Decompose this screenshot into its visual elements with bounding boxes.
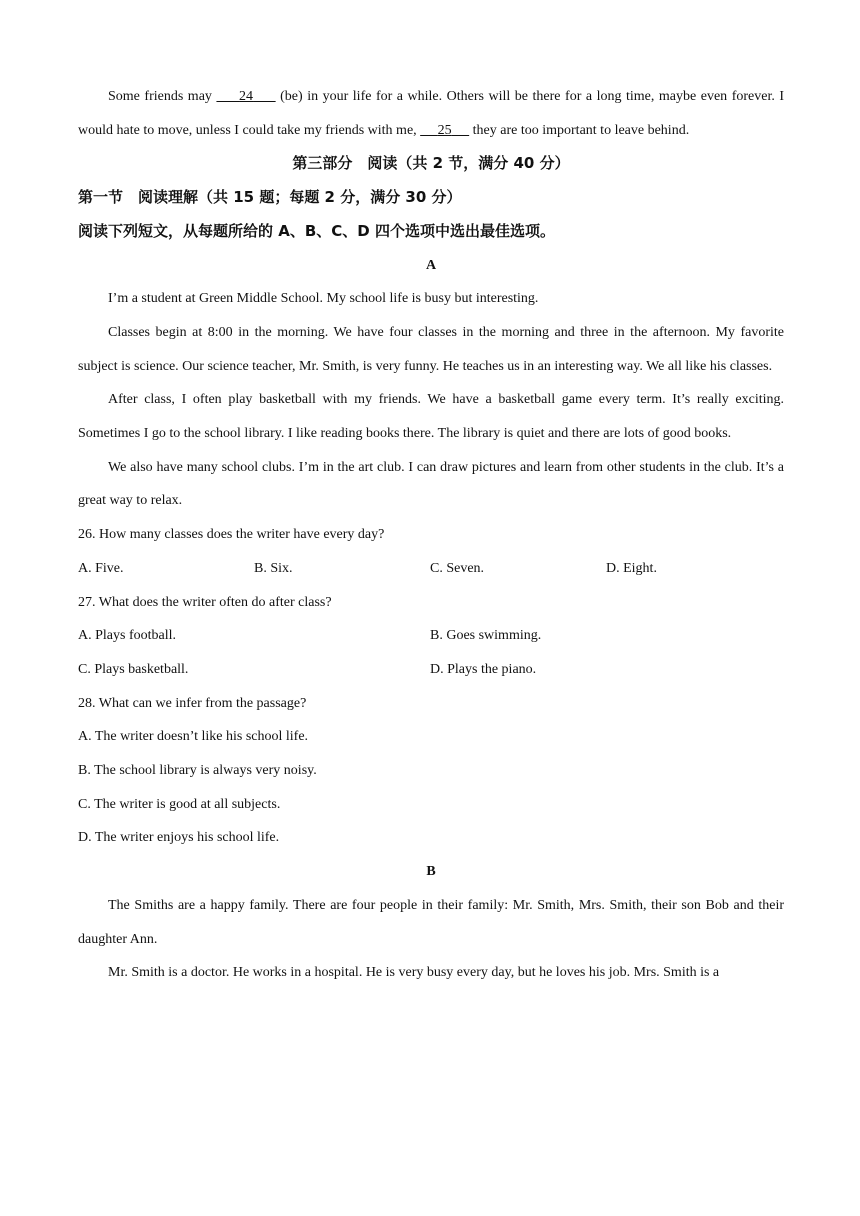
passage-b-letter: B [426, 864, 436, 880]
page-content [78, 80, 784, 990]
option-c[interactable]: C. Seven. [430, 560, 485, 576]
blank-24-number: 24 [239, 89, 254, 104]
passage-a-letter: A [425, 257, 437, 273]
passage-a-paragraph: Classes begin at 8:00 in the morning. We have four classes in the morning and three in the afternoon. My favorite subject is science. Our science teacher, Mr. Smith, is very funny. He teaches us in an interesting way. We all like his classes. [78, 324, 784, 374]
question-26-options [78, 552, 784, 586]
blank-25-number: 25 [437, 122, 452, 138]
part-title: 第三部分 阅读（共 2 节，满分 40 分） [292, 154, 570, 173]
option-d[interactable]: D. Eight. [606, 560, 657, 576]
option-b[interactable]: B. Six. [254, 560, 293, 576]
passage-b-paragraph: The Smiths are a happy family. There are four people in their family: Mr. Smith, Mrs. Smith, their son Bob and their daughter Ann. [78, 897, 784, 947]
intro-text-2: (be) in your life for a while. Others will be there for a long time, maybe even forever. I would hate to move, unless I could take my friends with me, [78, 89, 785, 138]
blank-25 [420, 123, 469, 138]
option-a[interactable]: A. Five. [78, 560, 124, 576]
intro-text-1: Some friends may [108, 89, 217, 104]
option-c[interactable]: C. Plays basketball. [78, 661, 189, 677]
instructions: 阅读下列短文，从每题所给的 A、B、C、D 四个选项中选出最佳选项。 [78, 221, 555, 240]
passage-b-paragraph: Mr. Smith is a doctor. He works in a hospital. He is very busy every day, but he loves his job. Mrs. Smith is a [108, 965, 720, 981]
option-a[interactable]: A. The writer doesn’t like his school life. [78, 729, 309, 745]
option-b[interactable]: B. Goes swimming. [430, 628, 542, 644]
option-c[interactable]: C. The writer is good at all subjects. [78, 796, 281, 812]
option-b[interactable]: B. The school library is always very noisy. [78, 763, 317, 779]
question-27-options-row-1 [78, 619, 784, 653]
passage-a-paragraph: After class, I often play basketball with my friends. We have a basketball game every term. It’s really exciting. Sometimes I go to the school library. I like reading books there. The library is quiet and there are lots of good books. [78, 392, 784, 442]
question-27-stem: 27. What does the writer often do after class? [78, 594, 332, 610]
passage-a-paragraph: We also have many school clubs. I’m in the art club. I can draw pictures and learn from other students in the club. It’s a great way to relax. [78, 459, 784, 509]
blank-24 [216, 89, 275, 104]
subsection-title: 第一节 阅读理解（共 15 题；每题 2 分，满分 30 分） [78, 188, 462, 207]
intro-text-3: they are too important to leave behind. [469, 122, 690, 138]
passage-a-paragraph: I’m a student at Green Middle School. My school life is busy but interesting. [108, 291, 539, 307]
option-d[interactable]: D. Plays the piano. [430, 661, 537, 677]
intro-paragraph [78, 80, 784, 147]
option-d[interactable]: D. The writer enjoys his school life. [78, 830, 280, 846]
question-27-options-row-2 [78, 653, 784, 687]
option-a[interactable]: A. Plays football. [78, 628, 176, 644]
question-28-stem: 28. What can we infer from the passage? [78, 695, 307, 711]
question-26-stem: 26. How many classes does the writer have every day? [78, 527, 385, 543]
